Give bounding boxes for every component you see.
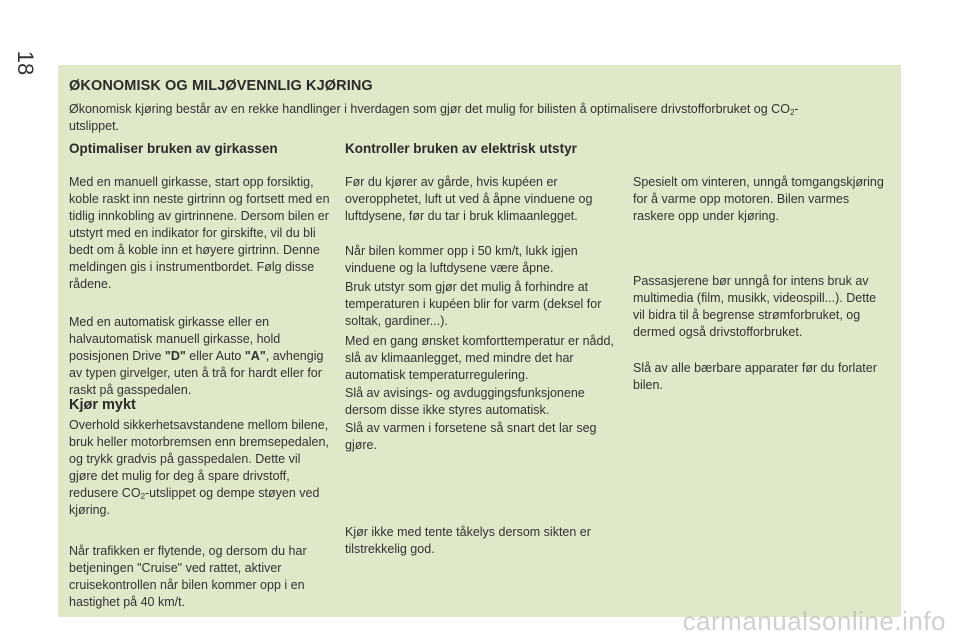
gearbox-heading: Optimaliser bruken av girkassen (69, 141, 278, 156)
cruise-control-paragraph: Når trafikken er flytende, og dersom du har betjeningen "Cruise" ved rattet, aktiver cruisekontrollen når bilen kommer opp i en hastighet på 40 km/t. (69, 544, 307, 609)
manual-gearbox-paragraph: Med en manuell girkasse, start opp forsiktig, koble raskt inn neste girtrinn og fortsett med en tidlig innkobling av girtrinnene. Dersom bilen er utstyrt med en indikator for girskifte, vil du bli bedt om å koble inn et høyere girtrinn. Denne meldingen gis i instrumentbordet. Følg disse rådene. (69, 175, 330, 291)
fog-lights-paragraph: Kjør ikke med tente tåkelys dersom sikten er tilstrekkelig god. (345, 525, 591, 556)
electrical-paragraph-6: Slå av varmen i forsetene så snart det lar seg gjøre. (345, 421, 597, 452)
drive-smoothly-heading: Kjør mykt (69, 397, 136, 413)
page-number: 18 (13, 50, 38, 76)
electrical-paragraph-1: Før du kjører av gårde, hvis kupéen er overopphetet, luft ut ved å åpne vinduene og luftdysene, før du tar i bruk klimaanlegget. (345, 175, 593, 223)
automatic-gearbox-paragraph: Med en automatisk girkasse eller en halvautomatisk manuell girkasse, hold posisjonen Drive "D" eller Auto "A", avhengig av typen girvelger, uten å trå for hardt eller for raskt på gasspedalen. (69, 315, 324, 397)
electrical-paragraph-5: Slå av avisings- og avduggingsfunksjonene dersom disse ikke styres automatisk. (345, 386, 585, 417)
watermark: carmanualsonline.info (682, 606, 946, 636)
electrical-paragraph-4: Med en gang ønsket komforttemperatur er nådd, slå av klimaanlegget, med mindre det har automatisk temperaturregulering. (345, 334, 614, 382)
intro-paragraph: Økonomisk kjøring består av en rekke handlinger i hverdagen som gjør det mulig for bilisten å optimalisere drivstofforbruket og $CO_2-$ utslippet. (69, 102, 799, 133)
electrical-paragraph-2: Når bilen kommer opp i 50 km/t, lukk igjen vinduene og la luftdysene være åpne. (345, 244, 578, 275)
electrical-paragraph-3: Bruk utstyr som gjør det mulig å forhindre at temperaturen i kupéen blir for varm (deksel for soltak, gardiner...). (345, 280, 602, 328)
multimedia-paragraph: Passasjerene bør unngå for intens bruk av multimedia (film, musikk, videospill...). Dette vil bidra til å begrense strømforbruket, og dermed også drivstofforbruket. (633, 274, 877, 339)
electrical-heading: Kontroller bruken av elektrisk utstyr (345, 141, 577, 156)
page-title: ØKONOMISK OG MILJØVENNLIG KJØRING (69, 78, 373, 94)
winter-idling-paragraph: Spesielt om vinteren, unngå tomgangskjøring for å varme opp motoren. Bilen varmes raskere opp under kjøring. (633, 175, 884, 223)
portable-devices-paragraph: Slå av alle bærbare apparater før du forlater bilen. (633, 361, 877, 392)
drive-smoothly-paragraph: Overhold sikkerhetsavstandene mellom bilene, bruk heller motorbremsen enn bremsepedalen, og trykk gradvis på gasspedalen. Dette vil gjøre det mulig for deg å spare drivstoff, redusere $CO_2$-utslippet og dempe støyen ved kjøring. (69, 418, 329, 517)
